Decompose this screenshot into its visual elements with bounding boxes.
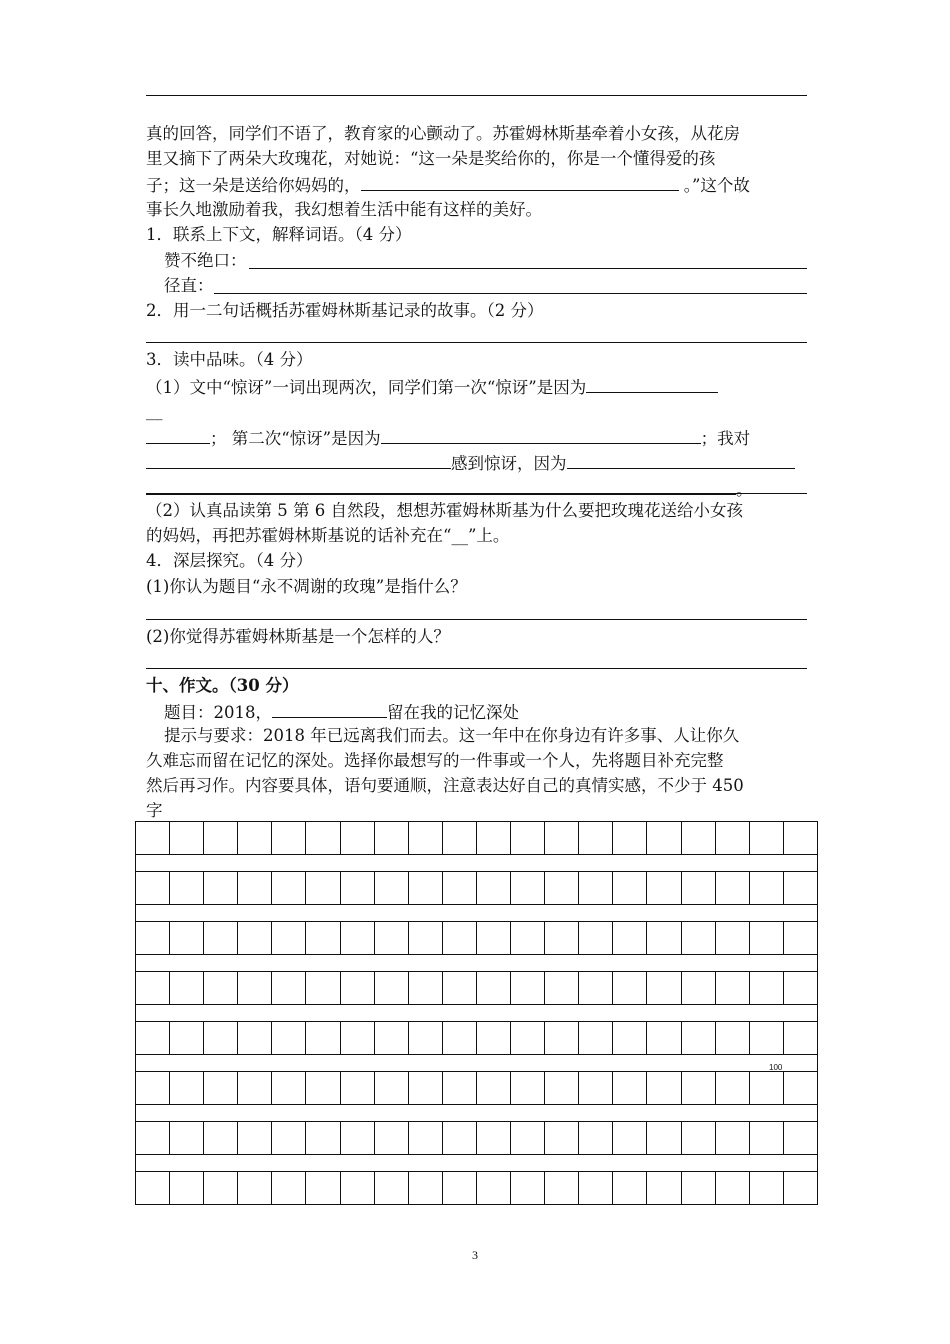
i-feel-label: ；我对: [700, 429, 751, 448]
composition-topic-start: 题目：2018，: [164, 703, 272, 722]
grid-cell[interactable]: [784, 972, 817, 1004]
question-2-answer-line[interactable]: [146, 342, 807, 343]
grid-row-gap: [135, 1005, 818, 1021]
grid-cell[interactable]: [647, 1172, 681, 1204]
grid-cell[interactable]: [511, 872, 545, 904]
question-4-part-1-answer-line[interactable]: [146, 619, 807, 620]
grid-cell[interactable]: [477, 1022, 511, 1054]
grid-cell[interactable]: [136, 1122, 170, 1154]
grid-cell[interactable]: [613, 1072, 647, 1104]
grid-cell[interactable]: [170, 1022, 204, 1054]
grid-cell[interactable]: [136, 1022, 170, 1054]
grid-cell[interactable]: [545, 1022, 579, 1054]
grid-cell[interactable]: [716, 972, 750, 1004]
grid-cell[interactable]: [647, 1072, 681, 1104]
grid-cell[interactable]: [306, 1172, 340, 1204]
grid-cell[interactable]: [682, 1122, 716, 1154]
grid-cell[interactable]: [682, 922, 716, 954]
grid-cell[interactable]: [375, 922, 409, 954]
grid-cell[interactable]: [272, 822, 306, 854]
grid-cell[interactable]: [238, 972, 272, 1004]
grid-cell[interactable]: [204, 922, 238, 954]
separator-line: [146, 493, 807, 494]
grid-cell[interactable]: [443, 1022, 477, 1054]
first-surprise-blank-cont[interactable]: [146, 425, 210, 444]
grid-cell[interactable]: [613, 972, 647, 1004]
grid-cell[interactable]: [511, 1072, 545, 1104]
question-4-part-2: (2)你觉得苏霍姆林斯基是一个怎样的人？: [146, 627, 450, 646]
grid-cell[interactable]: [409, 872, 443, 904]
word-2-label: 径直：: [164, 276, 214, 295]
grid-row[interactable]: [135, 1071, 818, 1105]
grid-cell[interactable]: [545, 1072, 579, 1104]
grid-cell[interactable]: [136, 1072, 170, 1104]
grid-cell[interactable]: [682, 872, 716, 904]
grid-cell[interactable]: [750, 1172, 784, 1204]
grid-cell[interactable]: [443, 922, 477, 954]
period: 。: [736, 480, 753, 499]
requirement-line-2: 久难忘而留在记忆的深处。选择你最想写的一件事或一个人，先将题目补充完整: [146, 751, 724, 770]
grid-row[interactable]: [135, 921, 818, 955]
question-4-part-2-answer-line[interactable]: [146, 668, 807, 669]
grid-row[interactable]: [135, 821, 818, 855]
grid-cell[interactable]: [306, 1072, 340, 1104]
grid-cell[interactable]: [375, 1172, 409, 1204]
grid-cell[interactable]: [238, 1022, 272, 1054]
grid-cell[interactable]: [306, 972, 340, 1004]
grid-cell[interactable]: [682, 1022, 716, 1054]
grid-cell[interactable]: [375, 1022, 409, 1054]
grid-cell[interactable]: [409, 922, 443, 954]
grid-cell[interactable]: [682, 1072, 716, 1104]
grid-cell[interactable]: [272, 1022, 306, 1054]
grid-cell[interactable]: [272, 1172, 306, 1204]
grid-cell[interactable]: [750, 1022, 784, 1054]
grid-cell[interactable]: [647, 972, 681, 1004]
question-3-part-1-line-3: [146, 450, 807, 476]
composition-heading: 十、作文。（30 分）: [146, 676, 299, 695]
because-blank[interactable]: [567, 450, 795, 469]
question-1-title: 1．联系上下文，解释词语。（4 分）: [146, 225, 412, 244]
question-4-title: 4．深层探究。（4 分）: [146, 551, 313, 570]
grid-cell[interactable]: [341, 1072, 375, 1104]
grid-cell[interactable]: [409, 1122, 443, 1154]
grid-cell[interactable]: [716, 1172, 750, 1204]
grid-cell[interactable]: [579, 972, 613, 1004]
grid-cell[interactable]: [579, 1072, 613, 1104]
grid-cell[interactable]: [170, 1072, 204, 1104]
grid-row[interactable]: [135, 1021, 818, 1055]
grid-cell[interactable]: [613, 1022, 647, 1054]
header-rule: [146, 95, 807, 96]
grid-cell[interactable]: [443, 872, 477, 904]
because-label: 感到惊讶，因为: [451, 454, 567, 473]
grid-cell[interactable]: [716, 872, 750, 904]
grid-cell[interactable]: [136, 872, 170, 904]
first-surprise-blank[interactable]: [586, 374, 718, 393]
question-3-part-2-end: ”上。: [467, 526, 510, 545]
grid-cell[interactable]: [136, 1172, 170, 1204]
question-3-part-2-line-1: （2）认真品读第 5 第 6 自然段，想想苏霍姆林斯基为什么要把玫瑰花送给小女孩: [146, 501, 743, 520]
grid-cell[interactable]: [750, 822, 784, 854]
grid-cell[interactable]: [579, 922, 613, 954]
grid-cell[interactable]: [204, 1072, 238, 1104]
grid-cell[interactable]: [204, 1172, 238, 1204]
passage-line-4: 事长久地激励着我，我幻想着生活中能有这样的美好。: [146, 200, 542, 219]
quote-blank[interactable]: [361, 172, 679, 191]
grid-cell[interactable]: [341, 1022, 375, 1054]
grid-cell[interactable]: [511, 1022, 545, 1054]
grid-cell[interactable]: [204, 972, 238, 1004]
grid-cell[interactable]: [238, 1122, 272, 1154]
grid-cell[interactable]: [784, 1122, 817, 1154]
grid-cell[interactable]: [545, 822, 579, 854]
grid-cell[interactable]: [579, 1122, 613, 1154]
grid-cell[interactable]: [545, 972, 579, 1004]
grid-cell[interactable]: [238, 1072, 272, 1104]
grid-cell[interactable]: [545, 872, 579, 904]
grid-row-gap: [135, 905, 818, 921]
grid-cell[interactable]: [306, 822, 340, 854]
composition-topic: [164, 699, 519, 725]
grid-cell[interactable]: [204, 872, 238, 904]
grid-cell[interactable]: [375, 822, 409, 854]
grid-row[interactable]: [135, 1121, 818, 1155]
grid-cell[interactable]: [306, 872, 340, 904]
second-surprise-blank[interactable]: [381, 425, 701, 444]
grid-cell[interactable]: [375, 1122, 409, 1154]
grid-row[interactable]: [135, 971, 818, 1005]
grid-cell[interactable]: [511, 1172, 545, 1204]
grid-cell[interactable]: [272, 1122, 306, 1154]
grid-cell[interactable]: [170, 1122, 204, 1154]
grid-cell[interactable]: [477, 822, 511, 854]
grid-cell[interactable]: [613, 822, 647, 854]
grid-cell[interactable]: [579, 872, 613, 904]
grid-cell[interactable]: [238, 1172, 272, 1204]
grid-row-gap: [135, 1055, 818, 1071]
grid-cell[interactable]: [784, 872, 817, 904]
passage-line-1: 真的回答，同学们不语了，教育家的心颤动了。苏霍姆林斯基牵着小女孩，从花房: [146, 124, 740, 143]
grid-cell[interactable]: [784, 1022, 817, 1054]
composition-topic-end: 留在我的记忆深处: [387, 703, 519, 722]
question-3-part-1-line-1: [146, 374, 807, 400]
question-3-part-1-text: （1）文中“惊讶”一词出现两次，同学们第一次“惊讶”是因为: [146, 378, 587, 397]
grid-cell[interactable]: [409, 1172, 443, 1204]
grid-cell[interactable]: [341, 1172, 375, 1204]
passage-line-3-end: 。”这个故: [683, 176, 750, 195]
grid-cell[interactable]: [784, 822, 817, 854]
question-3-part-2-text: 的妈妈，再把苏霍姆林斯基说的话补充在“: [146, 526, 452, 545]
grid-cell[interactable]: [443, 1072, 477, 1104]
question-2-title: 2．用一二句话概括苏霍姆林斯基记录的故事。（2 分）: [146, 301, 544, 320]
word-1-answer-line[interactable]: [249, 268, 807, 269]
grid-cell[interactable]: [375, 972, 409, 1004]
grid-cell[interactable]: [716, 1022, 750, 1054]
grid-cell[interactable]: [477, 972, 511, 1004]
grid-cell[interactable]: [716, 822, 750, 854]
word-count-mark: 100: [769, 1063, 783, 1072]
grid-cell[interactable]: [545, 1172, 579, 1204]
grid-cell[interactable]: [306, 1122, 340, 1154]
grid-cell[interactable]: [477, 872, 511, 904]
grid-cell[interactable]: [579, 1022, 613, 1054]
grid-cell[interactable]: [613, 1172, 647, 1204]
grid-cell[interactable]: [170, 822, 204, 854]
grid-cell[interactable]: [511, 1122, 545, 1154]
grid-cell[interactable]: [136, 972, 170, 1004]
grid-cell[interactable]: [409, 972, 443, 1004]
grid-cell[interactable]: [716, 1072, 750, 1104]
grid-cell[interactable]: [170, 922, 204, 954]
grid-cell[interactable]: [716, 1122, 750, 1154]
grid-cell[interactable]: [613, 922, 647, 954]
question-3-part-1-line-2: [146, 425, 807, 451]
my-surprise-blank[interactable]: [146, 450, 451, 469]
requirement-line-3: 然后再习作。内容要具体，语句要通顺，注意表达好自己的真情实感，不少于 450: [146, 776, 744, 795]
grid-cell[interactable]: [682, 822, 716, 854]
grid-cell[interactable]: [750, 922, 784, 954]
grid-cell[interactable]: [647, 872, 681, 904]
grid-cell[interactable]: [341, 922, 375, 954]
grid-cell[interactable]: [443, 972, 477, 1004]
grid-cell[interactable]: [545, 922, 579, 954]
grid-cell[interactable]: [477, 1072, 511, 1104]
grid-cell[interactable]: [477, 1122, 511, 1154]
grid-cell[interactable]: [682, 1172, 716, 1204]
page-number: 3: [472, 1248, 478, 1262]
grid-cell[interactable]: [306, 1022, 340, 1054]
grid-cell[interactable]: [750, 1072, 784, 1104]
grid-cell[interactable]: [238, 872, 272, 904]
grid-cell[interactable]: [341, 972, 375, 1004]
grid-cell[interactable]: [409, 1072, 443, 1104]
grid-cell[interactable]: [682, 972, 716, 1004]
grid-cell[interactable]: [443, 1122, 477, 1154]
grid-cell[interactable]: [375, 872, 409, 904]
grid-cell[interactable]: [204, 1022, 238, 1054]
grid-cell[interactable]: [272, 872, 306, 904]
question-3-part-2-line-2: [146, 524, 807, 548]
writing-grid[interactable]: [135, 821, 818, 1207]
grid-cell[interactable]: [238, 922, 272, 954]
grid-row[interactable]: [135, 871, 818, 905]
grid-cell[interactable]: [784, 1072, 817, 1104]
grid-cell[interactable]: [443, 822, 477, 854]
grid-cell[interactable]: [750, 872, 784, 904]
grid-cell[interactable]: [716, 922, 750, 954]
grid-cell[interactable]: [443, 1172, 477, 1204]
grid-cell[interactable]: [647, 1122, 681, 1154]
grid-cell[interactable]: [272, 972, 306, 1004]
passage-line-3: [146, 172, 807, 198]
grid-cell[interactable]: [647, 922, 681, 954]
grid-cell[interactable]: [341, 822, 375, 854]
grid-cell[interactable]: [170, 872, 204, 904]
composition-topic-blank[interactable]: [272, 699, 387, 718]
grid-cell[interactable]: [170, 1172, 204, 1204]
grid-cell[interactable]: [136, 922, 170, 954]
grid-cell[interactable]: [579, 1172, 613, 1204]
grid-cell[interactable]: [477, 1172, 511, 1204]
grid-cell[interactable]: [272, 922, 306, 954]
grid-cell[interactable]: [613, 872, 647, 904]
grid-cell[interactable]: [341, 1122, 375, 1154]
grid-cell[interactable]: [647, 822, 681, 854]
question-3-part-1-dash: __: [146, 401, 163, 420]
grid-row-gap: [135, 955, 818, 971]
grid-cell[interactable]: [204, 1122, 238, 1154]
second-surprise-label: ； 第二次“惊讶”是因为: [210, 429, 381, 448]
grid-row-gap: [135, 1155, 818, 1171]
grid-cell[interactable]: [477, 922, 511, 954]
grid-cell[interactable]: [306, 922, 340, 954]
word-1-label: 赞不绝口：: [164, 251, 247, 270]
grid-cell[interactable]: [511, 922, 545, 954]
grid-cell[interactable]: [545, 1122, 579, 1154]
grid-cell[interactable]: [136, 822, 170, 854]
grid-cell[interactable]: [750, 972, 784, 1004]
grid-cell[interactable]: [272, 1072, 306, 1104]
grid-cell[interactable]: [750, 1122, 784, 1154]
requirement-line-1: 提示与要求：2018 年已远离我们而去。这一年中在你身边有许多事、人让你久: [164, 726, 740, 745]
quote-marker-blank[interactable]: __: [451, 526, 468, 545]
grid-row-gap: [135, 1105, 818, 1121]
grid-cell[interactable]: [784, 922, 817, 954]
grid-cell[interactable]: [238, 822, 272, 854]
grid-cell[interactable]: [204, 822, 238, 854]
grid-cell[interactable]: [341, 872, 375, 904]
grid-cell[interactable]: [784, 1172, 817, 1204]
grid-cell[interactable]: [409, 822, 443, 854]
grid-cell[interactable]: [511, 822, 545, 854]
passage-line-3-start: 子；这一朵是送给你妈妈的，: [146, 176, 361, 195]
grid-cell[interactable]: [613, 1122, 647, 1154]
word-2-answer-line[interactable]: [214, 293, 807, 294]
grid-row[interactable]: [135, 1171, 818, 1205]
grid-cell[interactable]: [409, 1022, 443, 1054]
grid-row-gap: [135, 855, 818, 871]
grid-cell[interactable]: [511, 972, 545, 1004]
requirement-line-4: 字: [146, 801, 163, 820]
grid-cell[interactable]: [375, 1072, 409, 1104]
grid-cell[interactable]: [170, 972, 204, 1004]
grid-cell[interactable]: [579, 822, 613, 854]
question-3-title: 3．读中品味。（4 分）: [146, 350, 313, 369]
passage-line-2: 里又摘下了两朵大玫瑰花，对她说：“这一朵是奖给你的，你是一个懂得爱的孩: [146, 149, 716, 168]
question-4-part-1: (1)你认为题目“永不凋谢的玫瑰”是指什么？: [146, 577, 467, 596]
grid-cell[interactable]: [647, 1022, 681, 1054]
